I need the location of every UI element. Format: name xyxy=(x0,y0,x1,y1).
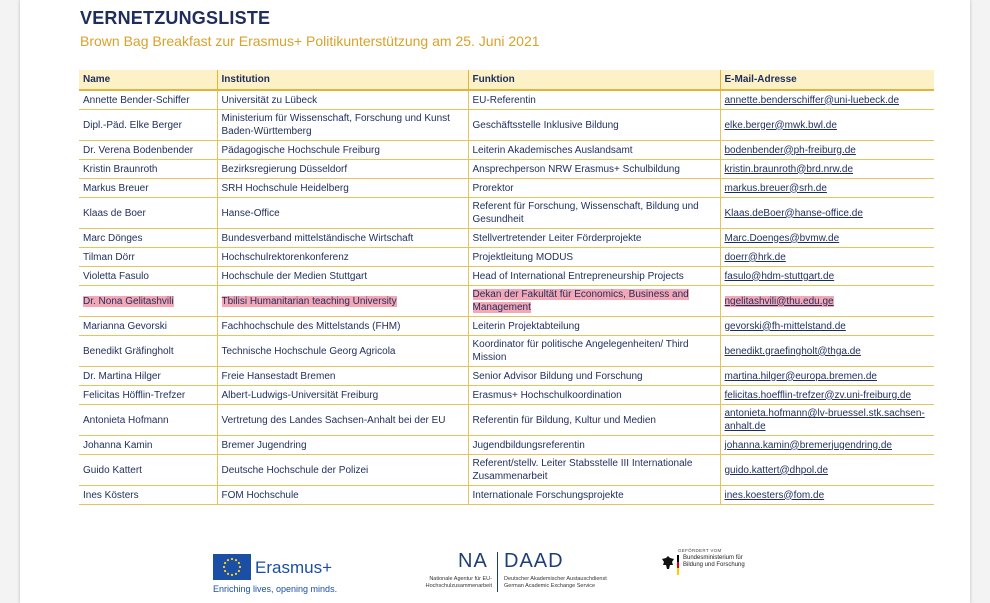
table-row xyxy=(79,160,934,179)
function: Referent für Forschung, Wissenschaft, Bildung und Gesundheit xyxy=(472,201,699,225)
document-subtitle: Brown Bag Breakfast zur Erasmus+ Politikunterstützung am 25. Juni 2021 xyxy=(80,33,540,49)
email-link[interactable]: annette.benderschiffer@uni-luebeck.de xyxy=(724,94,900,106)
email-link[interactable]: bodenbender@ph-freiburg.de xyxy=(724,144,856,156)
function: Geschäftsstelle Inklusive Bildung xyxy=(472,119,619,131)
column-header-function: Funktion xyxy=(468,70,720,90)
person-name: Markus Breuer xyxy=(83,182,149,194)
institution: Bezirksregierung Düsseldorf xyxy=(221,163,348,175)
logo-divider xyxy=(497,552,498,592)
na-wordmark: NA xyxy=(458,550,488,572)
bmbf-name: Bundesministerium für Bildung und Forschung xyxy=(683,555,745,568)
table-row xyxy=(79,486,934,505)
email-link[interactable]: benedikt.graefingholt@thga.de xyxy=(724,345,861,357)
institution: Vertretung des Landes Sachsen-Anhalt bei der EU xyxy=(221,414,446,426)
email-link[interactable]: johanna.kamin@bremerjugendring.de xyxy=(724,439,892,451)
federal-eagle-icon xyxy=(661,555,675,571)
daad-subtitle: Deutscher Akademischer Austauschdienst German Academic Exchange Service xyxy=(504,576,607,589)
email-link[interactable]: markus.breuer@srh.de xyxy=(724,182,827,194)
person-name: Felicitas Höfflin-Trefzer xyxy=(83,389,186,401)
function: Referent/stellv. Leiter Stabsstelle III Internationale Zusammenarbeit xyxy=(472,458,693,482)
person-name: Dr. Nona Gelitashvili xyxy=(83,295,174,307)
function: Head of International Entrepreneurship Projects xyxy=(472,270,684,282)
institution: Fachhochschule des Mittelstands (FHM) xyxy=(221,320,401,332)
function: Referentin für Bildung, Kultur und Medien xyxy=(472,414,656,426)
person-name: Dr. Verena Bodenbender xyxy=(83,144,194,156)
column-header-email: E-Mail-Adresse xyxy=(720,70,934,90)
contact-table xyxy=(79,70,934,505)
na-daad-logo xyxy=(400,550,620,596)
person-name: Tilman Dörr xyxy=(83,251,135,263)
german-flag-icon xyxy=(677,555,679,575)
person-name: Johanna Kamin xyxy=(83,439,153,451)
function: Prorektor xyxy=(472,182,514,194)
table-row xyxy=(79,229,934,248)
institution: FOM Hochschule xyxy=(221,489,299,501)
institution: Pädagogische Hochschule Freiburg xyxy=(221,144,380,156)
function: Stellvertretender Leiter Förderprojekte xyxy=(472,232,642,244)
erasmus-wordmark: Erasmus+ xyxy=(255,558,332,577)
person-name: Dr. Martina Hilger xyxy=(83,370,161,382)
table-row xyxy=(79,179,934,198)
email-link[interactable]: Marc.Doenges@bvmw.de xyxy=(724,232,840,244)
institution: Bundesverband mittelständische Wirtschaft xyxy=(221,232,414,244)
footer-logos xyxy=(20,548,970,598)
function: Projektleitung MODUS xyxy=(472,251,574,263)
table-row xyxy=(79,455,934,486)
institution: SRH Hochschule Heidelberg xyxy=(221,182,349,194)
institution: Technische Hochschule Georg Agricola xyxy=(221,345,396,357)
institution: Ministerium für Wissenschaft, Forschung und Kunst Baden-Württemberg xyxy=(221,113,450,137)
function: Jugendbildungsreferentin xyxy=(472,439,585,451)
email-link[interactable]: antonieta.hofmann@lv-bruessel.stk.sachsen-anhalt.de xyxy=(724,408,925,432)
daad-wordmark: DAAD xyxy=(504,550,564,572)
function: Erasmus+ Hochschulkoordination xyxy=(472,389,622,401)
email-link[interactable]: ines.koesters@fom.de xyxy=(724,489,825,501)
person-name: Marianna Gevorski xyxy=(83,320,167,332)
table-row xyxy=(79,336,934,367)
institution: Hochschulrektorenkonferenz xyxy=(221,251,349,263)
erasmus-tagline: Enriching lives, opening minds. xyxy=(213,584,338,594)
column-header-name: Name xyxy=(79,70,217,90)
institution: Hanse-Office xyxy=(221,207,280,219)
person-name: Benedikt Gräfingholt xyxy=(83,345,174,357)
table-row xyxy=(79,405,934,436)
person-name: Violetta Fasulo xyxy=(83,270,149,282)
person-name: Klaas de Boer xyxy=(83,207,146,219)
email-link[interactable]: felicitas.hoefflin-trefzer@zv.uni-freiburg.de xyxy=(724,389,912,401)
email-link[interactable]: guido.kattert@dhpol.de xyxy=(724,464,829,476)
person-name: Marc Dönges xyxy=(83,232,143,244)
table-row xyxy=(79,90,934,110)
table-row xyxy=(79,317,934,336)
bmbf-logo xyxy=(648,548,788,594)
person-name: Annette Bender-Schiffer xyxy=(83,94,190,106)
function: Leiterin Projektabteilung xyxy=(472,320,580,332)
table-row xyxy=(79,141,934,160)
email-link[interactable]: ngelitashvili@thu.edu.ge xyxy=(724,295,834,307)
email-link[interactable]: gevorski@fh-mittelstand.de xyxy=(724,320,846,332)
table-row xyxy=(79,436,934,455)
column-header-institution: Institution xyxy=(217,70,468,90)
table-row xyxy=(79,248,934,267)
person-name: Ines Kösters xyxy=(83,489,139,501)
document-title: VERNETZUNGSLISTE xyxy=(80,8,271,28)
institution: Hochschule der Medien Stuttgart xyxy=(221,270,368,282)
table-row-highlighted xyxy=(79,286,934,317)
na-subtitle: Nationale Agentur für EU-Hochschulzusammenarbeit xyxy=(425,576,492,589)
email-link[interactable]: kristin.braunroth@brd.nrw.de xyxy=(724,163,854,175)
institution: Deutsche Hochschule der Polizei xyxy=(221,464,369,476)
function: Dekan der Fakultät für Economics, Business and Management xyxy=(472,289,689,313)
function: Leiterin Akademisches Auslandsamt xyxy=(472,144,633,156)
table-row xyxy=(79,367,934,386)
institution: Freie Hansestadt Bremen xyxy=(221,370,336,382)
eu-flag-icon xyxy=(213,554,251,580)
funding-notice: GEFÖRDERT VOM xyxy=(678,548,722,553)
institution: Tbilisi Humanitarian teaching University xyxy=(221,295,397,307)
function: Ansprechperson NRW Erasmus+ Schulbildung xyxy=(472,163,680,175)
document-page xyxy=(20,0,970,603)
function: Senior Advisor Bildung und Forschung xyxy=(472,370,643,382)
person-name: Guido Kattert xyxy=(83,464,142,476)
person-name: Antonieta Hofmann xyxy=(83,414,169,426)
function: Koordinator für politische Angelegenheiten/ Third Mission xyxy=(472,339,689,363)
institution: Universität zu Lübeck xyxy=(221,94,318,106)
table-header-row xyxy=(79,70,934,90)
person-name: Kristin Braunroth xyxy=(83,163,158,175)
email-link[interactable]: doerr@hrk.de xyxy=(724,251,786,263)
function: Internationale Forschungsprojekte xyxy=(472,489,624,501)
table-row xyxy=(79,198,934,229)
table-row xyxy=(79,110,934,141)
email-link[interactable]: Klaas.deBoer@hanse-office.de xyxy=(724,207,863,219)
institution: Albert-Ludwigs-Universität Freiburg xyxy=(221,389,379,401)
institution: Bremer Jugendring xyxy=(221,439,307,451)
email-link[interactable]: fasulo@hdm-stuttgart.de xyxy=(724,270,835,282)
table-row xyxy=(79,267,934,286)
email-link[interactable]: martina.hilger@europa.bremen.de xyxy=(724,370,877,382)
person-name: Dipl.-Päd. Elke Berger xyxy=(83,119,182,131)
table-row xyxy=(79,386,934,405)
email-link[interactable]: elke.berger@mwk.bwl.de xyxy=(724,119,837,131)
function: EU-Referentin xyxy=(472,94,536,106)
